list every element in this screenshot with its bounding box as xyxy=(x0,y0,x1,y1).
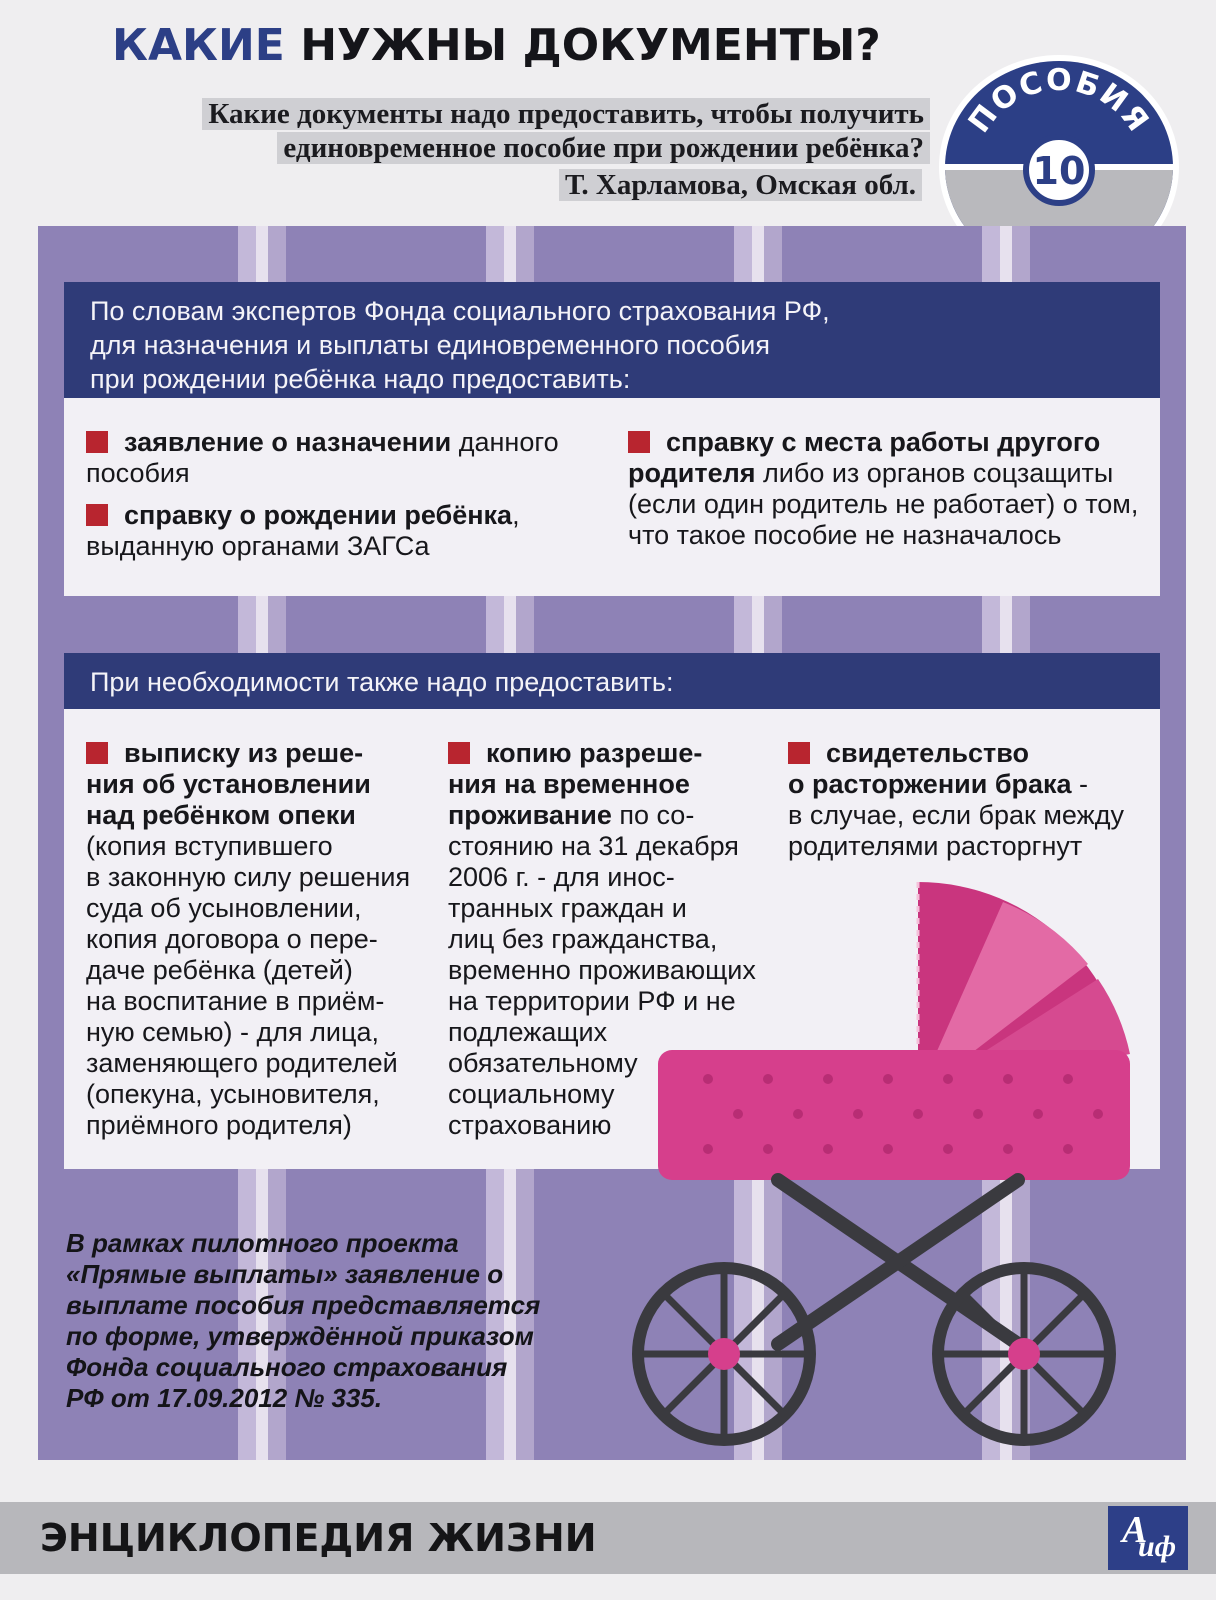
item-text: родителями расторгнут xyxy=(788,831,1083,861)
item-bold: заявление о назначении xyxy=(124,427,452,457)
item-bold: ния на временное xyxy=(448,769,690,799)
section2-heading-text: При необходимости также надо предоставить: xyxy=(90,667,674,697)
section1-heading xyxy=(64,282,1160,398)
item-text: стоянию на 31 декабря xyxy=(448,831,739,861)
item-text: в законную силу решения xyxy=(86,862,411,892)
logo-letter: А xyxy=(1122,1509,1148,1551)
footnote-line: Фонда социального страхования xyxy=(66,1352,508,1382)
list-item xyxy=(628,427,1148,551)
item-text: пособия xyxy=(86,458,190,488)
item-bold: родителя xyxy=(628,458,756,488)
item-bold: проживание xyxy=(448,800,612,830)
item-text: подлежащих xyxy=(448,1017,608,1047)
item-text: , xyxy=(512,500,520,530)
section1-heading-line: при рождении ребёнка надо предоставить: xyxy=(90,364,631,394)
item-text: либо из органов соцзащиты xyxy=(755,458,1114,488)
item-text: копия договора о пере- xyxy=(86,924,378,954)
item-bold: копию разреше- xyxy=(486,738,703,768)
footnote xyxy=(66,1228,586,1414)
item-bold: о расторжении брака xyxy=(788,769,1072,799)
stroller-illustration xyxy=(628,874,1148,1474)
square-bullet-icon xyxy=(86,431,108,453)
item-text: транных граждан и xyxy=(448,893,687,923)
reader-question xyxy=(0,97,930,165)
item-text: (опекуна, усыновителя, xyxy=(86,1079,380,1109)
item-text: социальному xyxy=(448,1079,615,1109)
item-bold: над ребёнком опеки xyxy=(86,800,356,830)
item-text: даче ребёнка (детей) xyxy=(86,955,353,985)
item-text: данного xyxy=(451,427,559,457)
item-text: лиц без гражданства, xyxy=(448,924,718,954)
item-text: ную семью) - для лица, xyxy=(86,1017,379,1047)
title-accent: КАКИЕ xyxy=(112,20,285,71)
question-line-1: Какие документы надо предоставить, чтобы получить xyxy=(202,98,930,130)
square-bullet-icon xyxy=(628,431,650,453)
footnote-line: РФ от 17.09.2012 № 335. xyxy=(66,1383,383,1413)
footnote-line: «Прямые выплаты» заявление о xyxy=(66,1259,504,1289)
footnote-line: по форме, утверждённой приказом xyxy=(66,1321,534,1351)
item-text: что такое пособие не назначалось xyxy=(628,520,1062,550)
item-text: выданную органами ЗАГСа xyxy=(86,531,430,561)
item-text: (копия вступившего xyxy=(86,831,333,861)
square-bullet-icon xyxy=(86,504,108,526)
footnote-line: выплате пособия представляется xyxy=(66,1290,541,1320)
item-bold: справку с места работы другого xyxy=(666,427,1101,457)
list-item xyxy=(86,427,586,489)
square-bullet-icon xyxy=(86,742,108,764)
list-item xyxy=(86,500,586,562)
badge-number: 10 xyxy=(1032,149,1086,193)
question-author xyxy=(500,168,922,202)
section2-heading xyxy=(64,653,1160,709)
item-text: на воспитание в приём- xyxy=(86,986,385,1016)
footnote-line: В рамках пилотного проекта xyxy=(66,1228,459,1258)
list-item xyxy=(788,738,1148,862)
item-bold: справку о рождении ребёнка xyxy=(124,500,513,530)
question-line-2: единовременное пособие при рождении ребёнка? xyxy=(277,132,930,164)
item-text: временно проживающих xyxy=(448,955,756,985)
item-text: страхованию xyxy=(448,1110,612,1140)
item-text: по со- xyxy=(611,800,695,830)
item-text: в случае, если брак между xyxy=(788,800,1124,830)
author-name: Т. Харламова, Омская обл. xyxy=(559,169,922,201)
title-main: НУЖНЫ ДОКУМЕНТЫ? xyxy=(300,20,881,71)
aif-logo xyxy=(1108,1506,1188,1570)
footer-title: ЭНЦИКЛОПЕДИЯ ЖИЗНИ xyxy=(40,1516,597,1560)
item-text: суда об усыновлении, xyxy=(86,893,362,923)
item-text: заменяющего родителей xyxy=(86,1048,398,1078)
square-bullet-icon xyxy=(788,742,810,764)
item-bold: выписку из реше- xyxy=(124,738,364,768)
item-text: на территории РФ и не xyxy=(448,986,736,1016)
item-text: 2006 г. - для инос- xyxy=(448,862,675,892)
page-title xyxy=(112,16,881,76)
section1-heading-line: По словам экспертов Фонда социального страхования РФ, xyxy=(90,296,830,326)
item-bold: ния об установлении xyxy=(86,769,371,799)
item-text: приёмного родителя) xyxy=(86,1110,352,1140)
item-text: (если один родитель не работает) о том, xyxy=(628,489,1139,519)
section1-heading-line: для назначения и выплаты единовременного пособия xyxy=(90,330,770,360)
list-item xyxy=(86,738,426,1141)
square-bullet-icon xyxy=(448,742,470,764)
logo-letters: иф xyxy=(1138,1530,1177,1563)
item-text: - xyxy=(1071,769,1089,799)
item-text: обязательному xyxy=(448,1048,638,1078)
item-bold: свидетельство xyxy=(826,738,1029,768)
badge-top-text: ПОСОБИЯ xyxy=(961,62,1157,140)
